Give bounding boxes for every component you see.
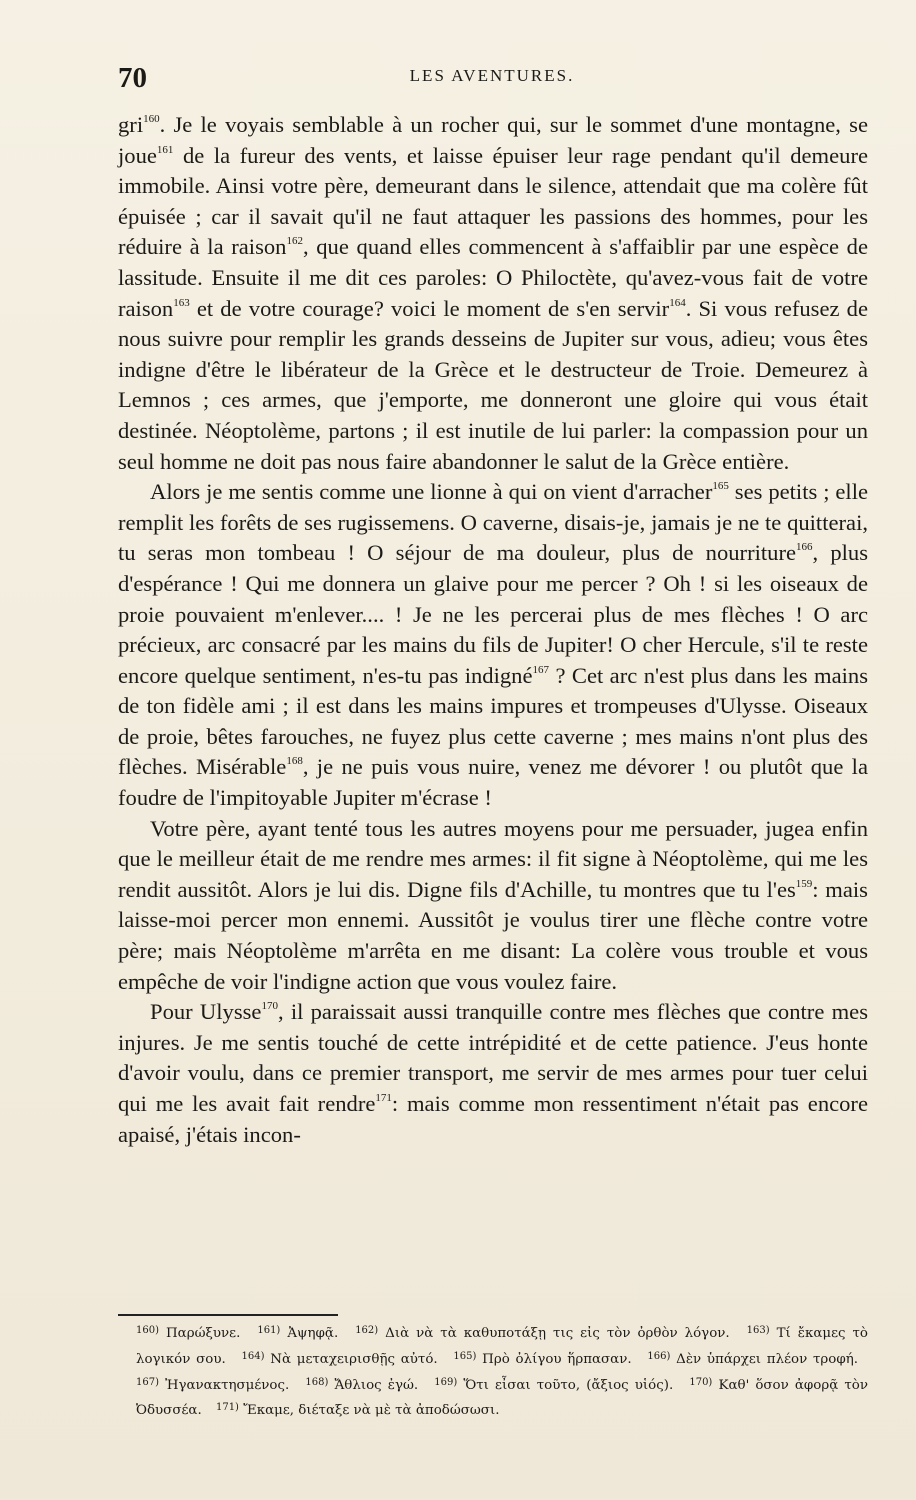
footnote-ref: 161	[156, 143, 174, 156]
paragraph	[118, 110, 868, 477]
text-run: , que quand elles commencent à s'affaiblir par une espèce de lassitude. Ensuite il me dit ces paroles: O Philoctète, qu'avez-vous fait de votre raison	[118, 234, 868, 321]
running-head: LES AVENTURES.	[409, 66, 575, 85]
text-run: . Si vous refusez de nous suivre pour remplir les grands desseins de Jupiter sur vous, adieu; vous êtes indigne d'être le libérateur de la Grèce et le destructeur de Troie. Demeurez à Lemnos ; ces armes, que j'emporte, me donneront une gloire qui vous était destinée. Néoptolème, partons ; il est inutile de lui parler: la compassion pour un seul homme ne doit pas nous faire abandonner le salut de la Grèce entière.	[118, 295, 868, 474]
footnote-text: Καθ' ὅσον ἀφορᾷ τὸν Ὀδυσσέα.	[136, 1377, 868, 1419]
footnote-ref: 159	[795, 877, 813, 890]
page-header	[118, 62, 866, 102]
footnote-number: 171)	[215, 1402, 239, 1414]
footnote-ref: 165	[712, 480, 729, 493]
footnote-number: 170)	[689, 1376, 713, 1388]
footnote-text: Ὅτι εἶσαι τοῦτο, (ἄξιος υἱός).	[457, 1377, 680, 1393]
text-run: de la fureur des vents, et laisse épuiser leur rage pendant qu'il demeure immobile. Ainsi votre père, demeurant dans le silence, attendait que ma colère fût épuisée ; car il savait qu'il ne faut attaquer les passions des hommes, pour les réduire à la raison	[118, 142, 868, 260]
footnote	[453, 1352, 637, 1367]
footnote	[241, 1352, 443, 1367]
footnote-number: 166)	[647, 1350, 671, 1362]
footnote-ref: 163	[173, 296, 190, 309]
footnote-number: 169)	[434, 1376, 458, 1388]
text-run: : mais comme mon ressentiment n'était pas encore apaisé, j'étais incon-	[118, 1091, 868, 1147]
footnote-ref: 168	[286, 755, 303, 768]
text-run: gri	[118, 112, 144, 137]
footnote	[647, 1352, 858, 1367]
text-run: et de votre courage? voici le moment de s'en servir	[189, 295, 670, 321]
text-run: , je ne puis vous nuire, venez me dévorer ! ou plutôt que la foudre de l'impitoyable Jupiter m'écrase !	[118, 754, 868, 811]
footnote-text: Δὲν ὑπάρχει πλέον τροφή.	[670, 1351, 858, 1367]
text-run: Alors je me sentis comme une lionne à qui on vient d'arracher	[150, 479, 713, 505]
footnote-ref: 167	[532, 663, 550, 676]
footnote-ref: 162	[286, 235, 303, 248]
footnote-text: Ἠγανακτησμένος.	[159, 1377, 296, 1393]
text-run: ? Cet arc n'est plus dans les mains de ton fidèle ami ; il est dans les mains impures et trompeuses d'Ulysse. Oiseaux de proie, bêtes farouches, ne fuyez plus cette caverne ; mes mains n'ont plus des flèches. Misérable	[118, 662, 868, 780]
text-run: Votre père, ayant tenté tous les autres moyens pour me persuader, jugea enfin que le meilleur était de me rendre mes armes: il fit signe à Néoptolème, qui me les rendit aussitôt. Alors je lui dis. Digne fils d'Achille, tu montres que tu l'es	[118, 815, 868, 902]
footnote	[216, 1403, 499, 1418]
footnote-text: Ἄθλιος ἐγώ.	[328, 1377, 425, 1393]
footnote	[136, 1326, 247, 1341]
text-run: : mais laisse-moi percer mon ennemi. Aussitôt je voulus tirer une flèche contre votre père; mais Néoptolème m'arrêta en me disant: La colère vous trouble et vous empêche de voir l'indigne action que vous voulez faire.	[118, 876, 868, 994]
footnote-text: Τί ἔκαμες τὸ λογικόν σου.	[136, 1326, 868, 1367]
footnote-text: Νὰ μεταχειρισθῇς αὐτό.	[264, 1351, 444, 1367]
page-number: 70	[118, 62, 147, 94]
footnote-number: 168)	[305, 1376, 329, 1388]
footnotes	[136, 1320, 868, 1423]
footnote-number: 165)	[453, 1350, 477, 1362]
footnote-number: 164)	[241, 1350, 265, 1362]
body-text	[118, 110, 868, 1150]
footnote-text: Πρὸ ὀλίγου ἥρπασαν.	[476, 1351, 638, 1367]
footnote-ref: 164	[669, 296, 686, 309]
footnote-ref: 166	[796, 541, 813, 554]
footnote-number: 160)	[136, 1325, 159, 1336]
text-run: ses petits ; elle remplit les forêts de ses rugissemens. O caverne, disais-je, jamais je ne te quitterai, tu seras mon tombeau ! O séjour de ma douleur, plus de nourriture	[118, 479, 869, 566]
footnote	[305, 1378, 424, 1393]
text-run: Pour Ulysse	[150, 999, 262, 1025]
footnote	[136, 1378, 295, 1393]
footnote	[355, 1326, 736, 1341]
footnote-ref: 160	[143, 113, 160, 125]
footnote-text: Διὰ νὰ τὰ καθυποτάξῃ τις εἰς τὸν ὀρθὸν λόγον.	[378, 1326, 737, 1341]
footnote	[434, 1378, 679, 1393]
text-run: , il paraissait aussi tranquille contre mes flèches que contre mes injures. Je me sentis touché de cette intrépidité et de cette patience. J'eus honte d'avoir voulu, dans ce premier transport, me servir de mes armes pour tuer celui qui me les avait fait rendre	[118, 999, 868, 1116]
paragraph	[118, 477, 868, 814]
footnote	[257, 1326, 345, 1341]
footnote-number: 167)	[136, 1376, 159, 1388]
footnote-number: 161)	[257, 1325, 281, 1336]
footnote-text: Ἀψηφᾷ.	[280, 1326, 346, 1341]
text-run: , plus d'espérance ! Qui me donnera un glaive pour me percer ? Oh ! si les oiseaux de proie pouvaient m'enlever.... ! Je ne les percerai plus de mes flèches ! O arc précieux, arc consacré par les mains du fils de Jupiter! O cher Hercule, s'il te reste encore quelque sentiment, n'es-tu pas indigné	[118, 540, 868, 688]
footnote-ref: 171	[375, 1092, 392, 1104]
footnote-rule	[118, 1314, 338, 1316]
footnote-ref: 170	[261, 1000, 278, 1013]
text-run: . Je le voyais semblable à un rocher qui, sur le sommet d'une montagne, se joue	[118, 112, 868, 168]
footnote-number: 163)	[746, 1325, 770, 1336]
footnote-number: 162)	[355, 1325, 379, 1336]
footnote-text: Παρώξυνε.	[159, 1326, 248, 1341]
paragraph	[118, 997, 868, 1150]
footnote-text: Ἔκαμε, διέταξε νὰ μὲ τὰ ἀποδώσωσι.	[238, 1403, 500, 1419]
paragraph	[118, 814, 868, 998]
